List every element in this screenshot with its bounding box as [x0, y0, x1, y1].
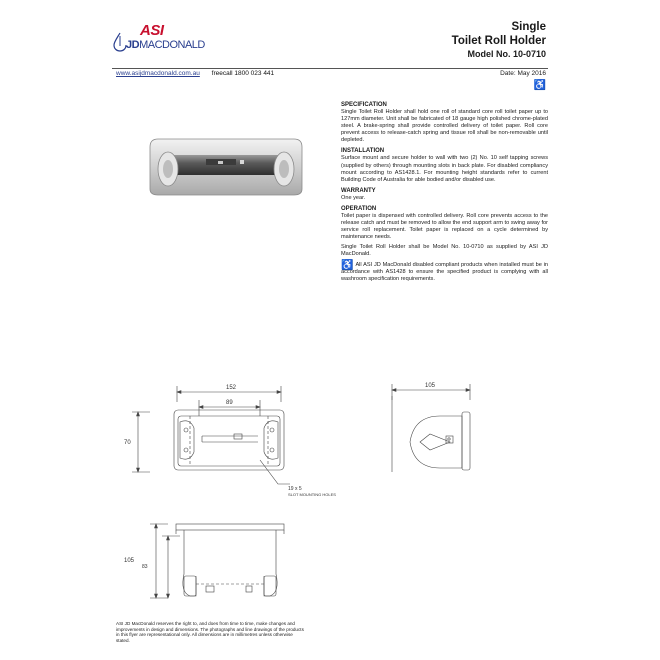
title-line-2: Toilet Roll Holder — [451, 35, 546, 47]
dim-105-height-label: 105 — [124, 558, 135, 564]
wheelchair-icon: ♿ — [533, 80, 546, 91]
logo-asi-text: ASI — [140, 22, 164, 39]
supplied-text: Single Toilet Roll Holder shall be Model No. 10-0710 as supplied by ASI JD MacDonald. — [341, 244, 548, 258]
installation-text: Surface mount and secure holder to wall with two (2) No. 10 self tapping screws (supplied by others) through mounting slots in back plate. For disabled compliancy mount according to AS1428.1. For mounting height standards refer to current Building Code of Australia for able bodied and/or disabled use. — [341, 155, 548, 183]
dim-89-label: 89 — [226, 400, 233, 406]
bottom-view-drawing — [150, 524, 284, 598]
installation-heading: INSTALLATION — [341, 148, 385, 155]
product-photo — [144, 133, 308, 199]
slot-label: SLOT MOUNTING HOLES — [288, 492, 336, 497]
front-view-drawing — [132, 386, 290, 484]
document-date: Date: May 2016 — [500, 70, 546, 77]
warranty-text: One year. — [341, 194, 366, 201]
dim-152-label: 152 — [226, 385, 237, 391]
company-logo — [112, 22, 222, 54]
specification-text: Single Toilet Roll Holder shall hold one roll of standard core roll toilet paper up to 127mm diameter. Unit shall be fabricated of 18 gauge high polished chrome-plated steel. A brake-spring shall provide controlled delivery of toilet paper. Roll core prevent access to release-catch spring and tissue roll shall be non-removable until depleted. — [341, 109, 548, 144]
dim-70-label: 70 — [124, 440, 131, 446]
freecall-number: freecall 1800 023 441 — [211, 70, 275, 77]
wheelchair-icon: ♿ — [341, 259, 354, 271]
document-title-block — [452, 20, 546, 61]
operation-text: Toilet paper is dispensed with controlled delivery. Roll core prevents access to the release catch and must be removed to allow the end support arm to swing away for service roll replacement. Toilet paper is replaced on a cycle determined by maintenance needs. — [341, 212, 548, 241]
side-view-drawing — [392, 384, 470, 472]
model-number: Model No. 10-0710 — [467, 49, 546, 59]
title-line-1: Single — [511, 21, 546, 33]
contact-line — [116, 70, 274, 77]
footer-disclaimer: ASI JD MacDonald reserves the right to, and does from time to time, make changes and improvements in design and dimensions. The photographs and line drawings of the products in this flyer are representational only. All dimensions are in millimetres unless otherwise stated. — [116, 621, 304, 643]
dim-105-side-label: 105 — [425, 383, 436, 389]
warranty-heading: WARRANTY — [341, 187, 376, 194]
technical-drawings — [110, 372, 550, 608]
operation-heading: OPERATION — [341, 205, 377, 212]
dim-83-label: 83 — [142, 564, 148, 570]
compliance-text: All ASI JD MacDonald disabled compliant products when installed must be in accordance with AS1428 to ensure the specified product is complying with all washroom specification requirements. — [341, 261, 548, 282]
header-divider — [112, 68, 548, 69]
specification-column — [341, 101, 548, 286]
logo-jd-text: JDMACDONALD — [126, 39, 205, 51]
website-link[interactable]: www.asijdmacdonald.com.au — [116, 70, 200, 77]
compliance-note — [341, 259, 548, 283]
specification-heading: SPECIFICATION — [341, 102, 387, 108]
slot-size-label: 19 x 5 — [288, 486, 302, 492]
